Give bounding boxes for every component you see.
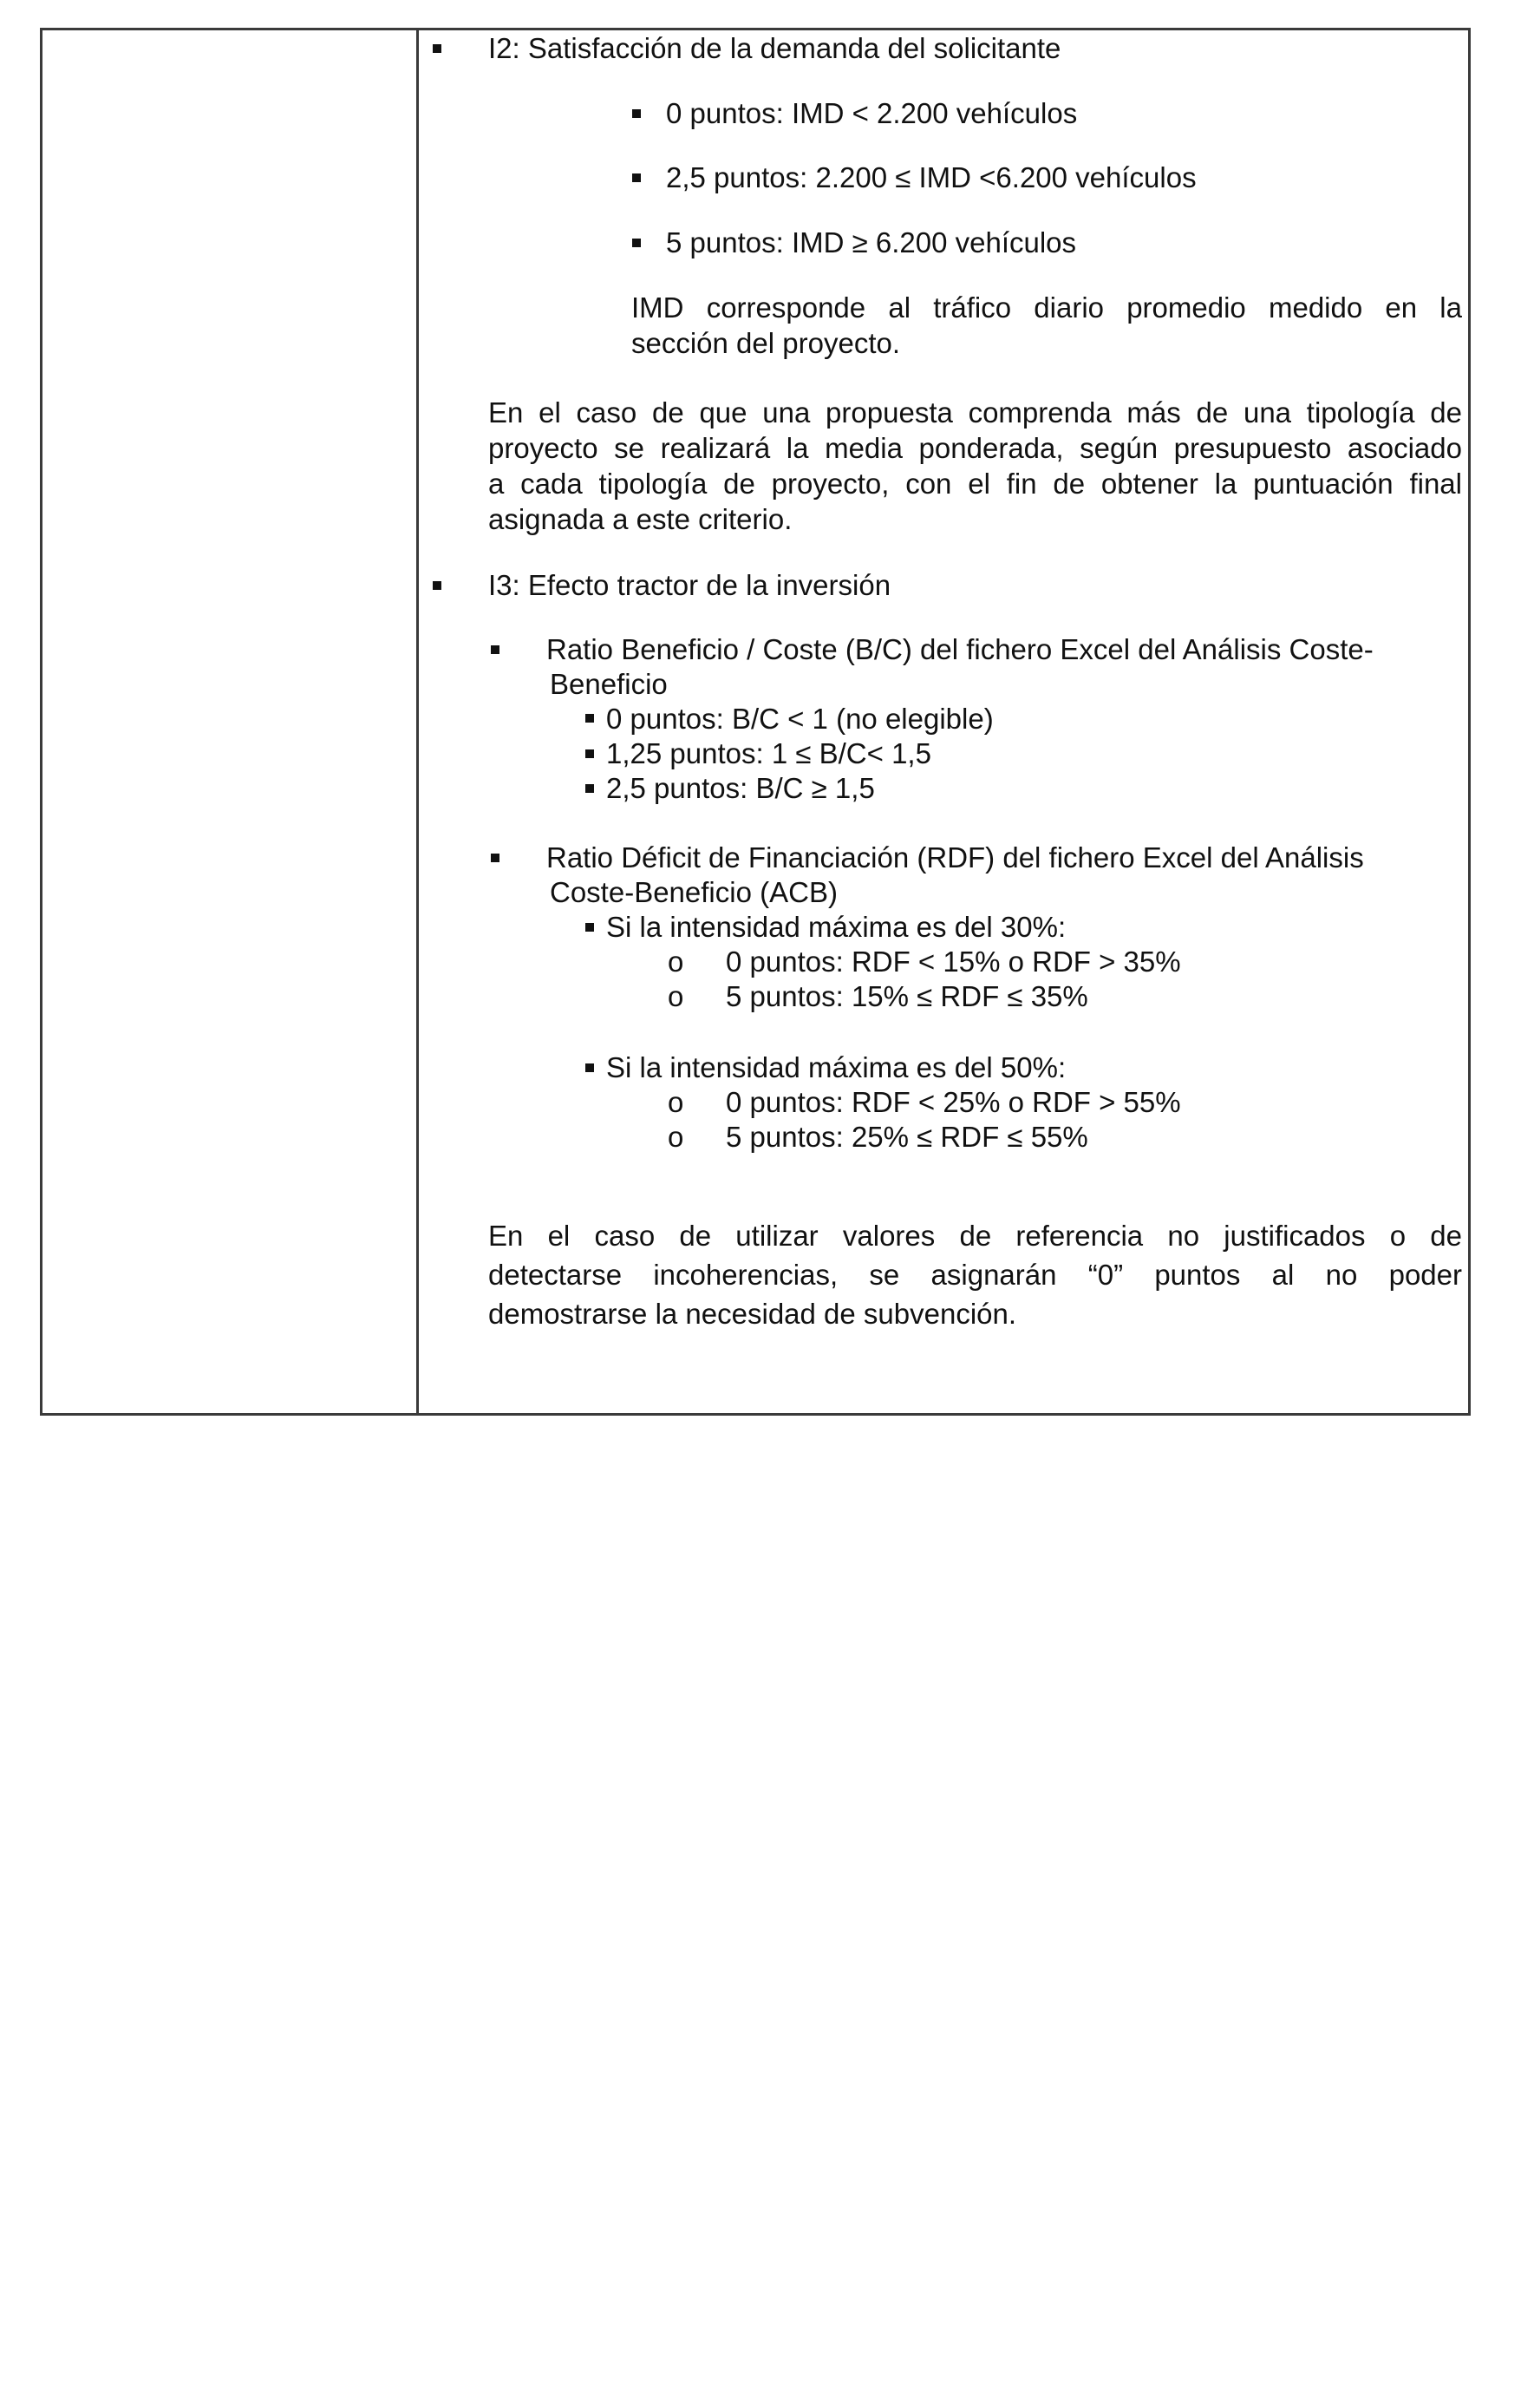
rdf-case30-item-0: 0 puntos: RDF < 15% o RDF > 35%: [726, 946, 1181, 978]
weighted-line-1: proyecto se realizará la media ponderada, según presupuesto asociado: [488, 432, 1462, 464]
weighted-line-3: asignada a este criterio.: [488, 503, 793, 535]
square-bullet-icon: [433, 581, 441, 590]
bc-item-0: 0 puntos: B/C < 1 (no elegible): [606, 703, 994, 735]
i2-item-2: 5 puntos: IMD ≥ 6.200 vehículos: [666, 226, 1077, 258]
bc-ratio-line-2: Beneficio: [550, 668, 668, 700]
weighted-line-0: En el caso de que una propuesta comprenda más de una tipología de: [488, 396, 1462, 429]
square-bullet-icon: [585, 784, 594, 793]
i3-heading: I3: Efecto tractor de la inversión: [488, 569, 891, 601]
square-bullet-icon: [491, 645, 499, 654]
weighted-average-paragraph: [488, 395, 1462, 537]
weighted-line-2: a cada tipología de proyecto, con el fin de obtener la puntuación final: [488, 468, 1462, 500]
bc-ratio-line-1: Ratio Beneficio / Coste (B/C) del fichero Excel del Análisis Coste-: [546, 633, 1374, 665]
square-bullet-icon: [632, 239, 641, 247]
rdf-ratio-line-1: Ratio Déficit de Financiación (RDF) del fichero Excel del Análisis: [546, 841, 1364, 874]
i2-heading: I2: Satisfacción de la demanda del solicitante: [488, 32, 1061, 64]
i2-item-0: 0 puntos: IMD < 2.200 vehículos: [666, 97, 1078, 129]
square-bullet-icon: [632, 173, 641, 182]
rdf-case30-item-1: 5 puntos: 15% ≤ RDF ≤ 35%: [726, 980, 1088, 1012]
rdf-case50-item-1: 5 puntos: 25% ≤ RDF ≤ 55%: [726, 1121, 1088, 1153]
bc-item-2: 2,5 puntos: B/C ≥ 1,5: [606, 772, 875, 804]
rdf-case50-item-0: 0 puntos: RDF < 25% o RDF > 55%: [726, 1086, 1181, 1118]
square-bullet-icon: [433, 44, 441, 53]
imd-note: [631, 290, 1462, 361]
square-bullet-icon: [585, 923, 594, 932]
open-bullet-icon: o: [668, 1121, 684, 1153]
imd-note-line-0: IMD corresponde al tráfico diario promedio medido en la: [631, 291, 1462, 324]
bc-item-1: 1,25 puntos: 1 ≤ B/C< 1,5: [606, 737, 931, 769]
square-bullet-icon: [585, 714, 594, 723]
column-divider: [416, 30, 419, 1413]
open-bullet-icon: o: [668, 980, 684, 1012]
imd-note-line-1: sección del proyecto.: [631, 327, 901, 359]
rdf-case30-label: Si la intensidad máxima es del 30%:: [606, 911, 1067, 943]
square-bullet-icon: [585, 1063, 594, 1072]
closing-line-2: demostrarse la necesidad de subvención.: [488, 1298, 1017, 1330]
square-bullet-icon: [632, 109, 641, 118]
rdf-case50-label: Si la intensidad máxima es del 50%:: [606, 1051, 1067, 1083]
open-bullet-icon: o: [668, 946, 684, 978]
closing-paragraph: [488, 1216, 1462, 1333]
i2-item-1: 2,5 puntos: 2.200 ≤ IMD <6.200 vehículos: [666, 161, 1197, 193]
open-bullet-icon: o: [668, 1086, 684, 1118]
rdf-ratio-line-2: Coste-Beneficio (ACB): [550, 876, 838, 908]
closing-line-0: En el caso de utilizar valores de referencia no justificados o de: [488, 1220, 1462, 1252]
square-bullet-icon: [491, 854, 499, 862]
closing-line-1: detectarse incoherencias, se asignarán “0” puntos al no poder: [488, 1259, 1462, 1291]
square-bullet-icon: [585, 749, 594, 758]
